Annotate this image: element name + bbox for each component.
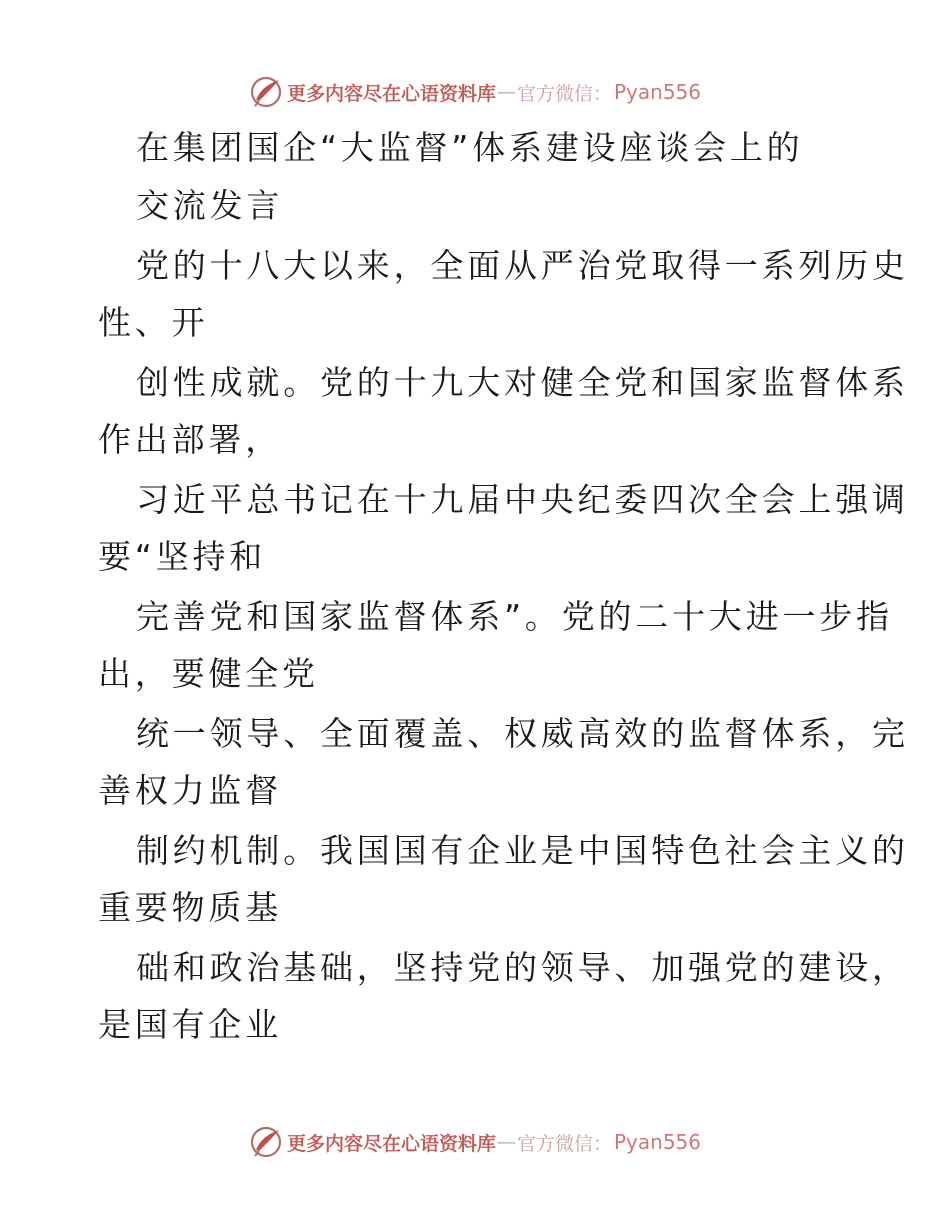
document-title-line1: 在集团国企“大监督”体系建设座谈会上的: [136, 128, 804, 167]
watermark-wechat-id: Pyan556: [614, 1130, 702, 1154]
watermark-banner-top: [0, 72, 950, 112]
body-line: 制约机制。我国国有企业是中国特色社会主义的: [136, 831, 909, 870]
body-line: 创性成就。党的十九大对健全党和国家监督体系: [136, 363, 909, 402]
body-line: 党的十八大以来，全面从严治党取得一系列历史: [136, 246, 909, 285]
watermark-text: 更多内容尽在心语资料库: [286, 1132, 496, 1155]
body-line: 要“坚持和: [98, 537, 267, 576]
watermark-banner-bottom: [0, 1122, 950, 1162]
watermark-dash: —: [496, 81, 516, 103]
quill-pen-logo-icon: [249, 1125, 283, 1159]
body-line: 性、开: [98, 303, 209, 342]
body-line: 是国有企业: [98, 1005, 282, 1044]
body-line: 础和政治基础，坚持党的领导、加强党的建设，: [136, 948, 909, 987]
watermark-dash: —: [496, 1131, 516, 1153]
body-line: 完善党和国家监督体系”。党的二十大进一步指: [136, 597, 893, 636]
body-line: 重要物质基: [98, 888, 282, 927]
watermark-text: 更多内容尽在心语资料库: [286, 82, 496, 105]
quill-pen-logo-icon: [249, 75, 283, 109]
document-title-line2: 交流发言: [136, 186, 284, 225]
body-line: 习近平总书记在十九届中央纪委四次全会上强调: [136, 480, 909, 519]
body-line: 作出部署，: [98, 420, 282, 459]
body-line: 统一领导、全面覆盖、权威高效的监督体系，完: [136, 714, 909, 753]
watermark-wechat-id: Pyan556: [614, 80, 702, 104]
watermark-wechat-label: 官方微信：: [516, 82, 612, 105]
watermark-wechat-label: 官方微信：: [516, 1132, 612, 1155]
body-line: 善权力监督: [98, 771, 282, 810]
body-line: 出，要健全党: [98, 654, 319, 693]
